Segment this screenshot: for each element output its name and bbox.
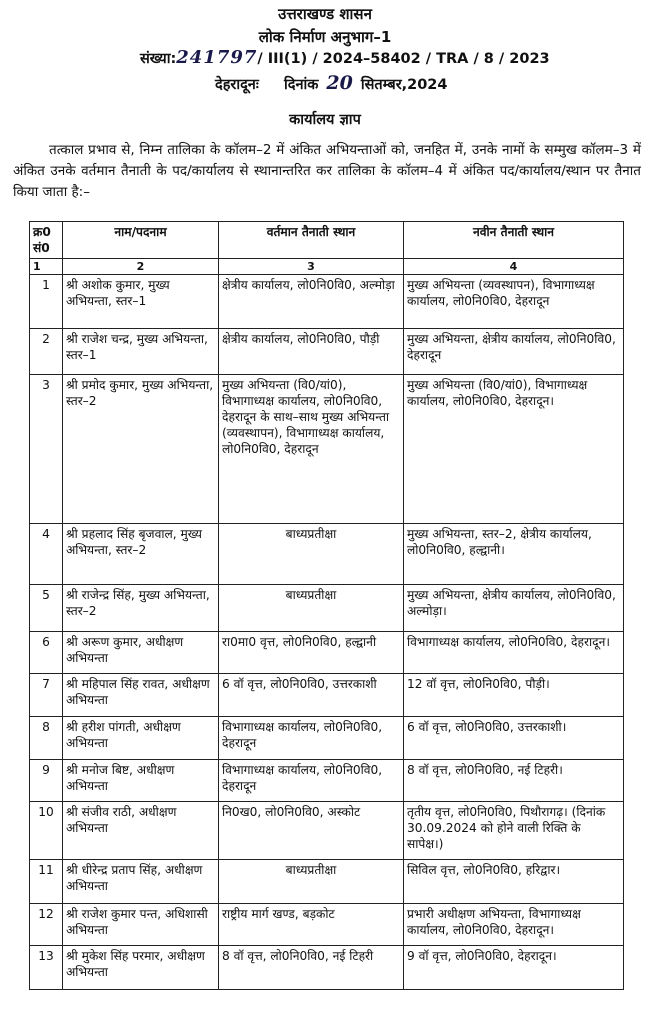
current-posting-cell: क्षेत्रीय कार्यालय, लो0नि0वि0, अल्मोड़ा bbox=[219, 275, 404, 329]
name-cell: श्री मुकेश सिंह परमार, अधीक्षण अभियन्ता bbox=[63, 946, 219, 990]
table-row bbox=[30, 632, 624, 674]
serial-cell: 5 bbox=[30, 585, 63, 632]
current-posting-cell: विभागाध्यक्ष कार्यालय, लो0नि0वि0, देहरादून bbox=[219, 760, 404, 802]
new-posting-cell: मुख्य अभियन्ता (वि0/यां0), विभागाध्यक्ष कार्यालय, लो0नि0वि0, देहरादून। bbox=[404, 375, 624, 524]
col-number: 1 bbox=[30, 259, 63, 275]
new-posting-cell: प्रभारी अधीक्षण अभियन्ता, विभागाध्यक्ष कार्यालय, लो0नि0वि0, देहरादून। bbox=[404, 904, 624, 946]
serial-cell: 3 bbox=[30, 375, 63, 524]
current-posting-cell: मुख्य अभियन्ता (वि0/यां0), विभागाध्यक्ष कार्यालय, लो0नि0वि0, देहरादून के साथ–साथ मुख्य अभियन्ता (व्यवस्थापन), विभागाध्यक्ष कार्यालय, लो0नि0वि0, देहरादून bbox=[219, 375, 404, 524]
current-posting-cell: 6 वॉ वृत्त, लो0नि0वि0, उत्तरकाशी bbox=[219, 674, 404, 717]
section-heading: लोक निर्माण अनुभाग–1 bbox=[258, 28, 392, 46]
date-handwritten: 20 bbox=[326, 72, 353, 94]
current-posting-cell: विभागाध्यक्ष कार्यालय, लो0नि0वि0, देहरादून bbox=[219, 717, 404, 760]
col-number: 2 bbox=[63, 259, 219, 275]
name-cell: श्री अशोक कुमार, मुख्य अभियन्ता, स्तर–1 bbox=[63, 275, 219, 329]
intro-paragraph: तत्काल प्रभाव से, निम्न तालिका के कॉलम–2 में अंकित अभियन्ताओं को, जनहित में, उनके नामों के सम्मुख कॉलम–3 में अंकित उनके वर्तमान तैनाती के पद/कार्यालय से स्थानान्तरित कर तालिका के कॉलम–4 में अंकित पद/कार्यालय/स्थान पर तैनात किया जाता है:– bbox=[13, 142, 641, 200]
serial-cell: 10 bbox=[30, 802, 63, 860]
table-header-row bbox=[30, 222, 624, 259]
memo-title: कार्यालय ज्ञाप bbox=[289, 112, 361, 128]
serial-cell: 6 bbox=[30, 632, 63, 674]
serial-cell: 4 bbox=[30, 524, 63, 585]
header-current-posting: वर्तमान तैनाती स्थान bbox=[219, 222, 404, 259]
table-row bbox=[30, 904, 624, 946]
new-posting-cell: 6 वॉ वृत्त, लो0नि0वि0, उत्तरकाशी। bbox=[404, 717, 624, 760]
transfer-table bbox=[29, 221, 624, 990]
new-posting-cell: तृतीय वृत्त, लो0नि0वि0, पिथौरागढ़। (दिनांक 30.09.2024 को होने वाली रिक्ति के सापेक्ष।) bbox=[404, 802, 624, 860]
table-row bbox=[30, 674, 624, 717]
date-line bbox=[215, 72, 448, 94]
header-new-posting: नवीन तैनाती स्थान bbox=[404, 222, 624, 259]
table-row bbox=[30, 275, 624, 329]
name-cell: श्री प्रहलाद सिंह बृजवाल, मुख्य अभियन्ता, स्तर–2 bbox=[63, 524, 219, 585]
name-cell: श्री प्रमोद कुमार, मुख्य अभियन्ता, स्तर–2 bbox=[63, 375, 219, 524]
table-row bbox=[30, 329, 624, 375]
serial-cell: 2 bbox=[30, 329, 63, 375]
current-posting-cell: क्षेत्रीय कार्यालय, लो0नि0वि0, पौड़ी bbox=[219, 329, 404, 375]
new-posting-cell: मुख्य अभियन्ता (व्यवस्थापन), विभागाध्यक्ष कार्यालय, लो0नि0वि0, देहरादून bbox=[404, 275, 624, 329]
col-number: 4 bbox=[404, 259, 624, 275]
date-suffix: सितम्बर,2024 bbox=[360, 77, 448, 93]
new-posting-cell: 8 वॉ वृत्त, लो0नि0वि0, नई टिहरी। bbox=[404, 760, 624, 802]
serial-cell: 7 bbox=[30, 674, 63, 717]
table-row bbox=[30, 585, 624, 632]
column-number-row bbox=[30, 259, 624, 275]
current-posting-cell: नि0ख0, लो0नि0वि0, अस्कोट bbox=[219, 802, 404, 860]
new-posting-cell: मुख्य अभियन्ता, स्तर–2, क्षेत्रीय कार्यालय, लो0नि0वि0, हल्द्वानी। bbox=[404, 524, 624, 585]
name-cell: श्री राजेश चन्द्र, मुख्य अभियन्ता, स्तर–1 bbox=[63, 329, 219, 375]
name-cell: श्री मनोज बिष्ट, अधीक्षण अभियन्ता bbox=[63, 760, 219, 802]
new-posting-cell: मुख्य अभियन्ता, क्षेत्रीय कार्यालय, लो0नि0वि0, अल्मोड़ा। bbox=[404, 585, 624, 632]
serial-cell: 9 bbox=[30, 760, 63, 802]
name-cell: श्री धीरेन्द्र प्रताप सिंह, अधीक्षण अभियन्ता bbox=[63, 860, 219, 904]
header-serial: क्र0 सं0 bbox=[30, 222, 63, 259]
serial-cell: 8 bbox=[30, 717, 63, 760]
col-number: 3 bbox=[219, 259, 404, 275]
new-posting-cell: 9 वॉ वृत्त, लो0नि0वि0, देहरादून। bbox=[404, 946, 624, 990]
table-row bbox=[30, 375, 624, 524]
current-posting-cell: बाध्यप्रतीक्षा bbox=[219, 860, 404, 904]
current-posting-cell: 8 वॉ वृत्त, लो0नि0वि0, नई टिहरी bbox=[219, 946, 404, 990]
current-posting-cell: बाध्यप्रतीक्षा bbox=[219, 524, 404, 585]
header-name: नाम/पदनाम bbox=[63, 222, 219, 259]
name-cell: श्री राजेन्द्र सिंह, मुख्य अभियन्ता, स्तर–2 bbox=[63, 585, 219, 632]
ref-prefix: संख्या: bbox=[140, 51, 177, 67]
name-cell: श्री हरीश पांगती, अधीक्षण अभियन्ता bbox=[63, 717, 219, 760]
serial-cell: 1 bbox=[30, 275, 63, 329]
new-posting-cell: विभागाध्यक्ष कार्यालय, लो0नि0वि0, देहरादून। bbox=[404, 632, 624, 674]
table-row bbox=[30, 860, 624, 904]
table-row bbox=[30, 524, 624, 585]
name-cell: श्री संजीव राठी, अधीक्षण अभियन्ता bbox=[63, 802, 219, 860]
table-row bbox=[30, 717, 624, 760]
new-posting-cell: मुख्य अभियन्ता, क्षेत्रीय कार्यालय, लो0नि0वि0, देहरादून bbox=[404, 329, 624, 375]
new-posting-cell: 12 वॉ वृत्त, लो0नि0वि0, पौड़ी। bbox=[404, 674, 624, 717]
table-row bbox=[30, 946, 624, 990]
ref-handwritten-number: 241797 bbox=[176, 47, 258, 68]
serial-cell: 12 bbox=[30, 904, 63, 946]
name-cell: श्री महिपाल सिंह रावत, अधीक्षण अभियन्ता bbox=[63, 674, 219, 717]
current-posting-cell: बाध्यप्रतीक्षा bbox=[219, 585, 404, 632]
serial-cell: 11 bbox=[30, 860, 63, 904]
new-posting-cell: सिविल वृत्त, लो0नि0वि0, हरिद्वार। bbox=[404, 860, 624, 904]
table-row bbox=[30, 802, 624, 860]
government-heading: उत्तराखण्ड शासन bbox=[278, 5, 372, 23]
current-posting-cell: राष्ट्रीय मार्ग खण्ड, बड़कोट bbox=[219, 904, 404, 946]
current-posting-cell: रा0मा0 वृत्त, लो0नि0वि0, हल्द्वानी bbox=[219, 632, 404, 674]
name-cell: श्री राजेश कुमार पन्त, अधिशासी अभियन्ता bbox=[63, 904, 219, 946]
table-row bbox=[30, 760, 624, 802]
date-prefix: दिनांक bbox=[284, 77, 319, 93]
place: देहरादूनः bbox=[215, 77, 259, 93]
ref-suffix: / III(1) / 2024–58402 / TRA / 8 / 2023 bbox=[257, 51, 550, 67]
serial-cell: 13 bbox=[30, 946, 63, 990]
reference-number bbox=[140, 47, 550, 68]
name-cell: श्री अरूण कुमार, अधीक्षण अभियन्ता bbox=[63, 632, 219, 674]
